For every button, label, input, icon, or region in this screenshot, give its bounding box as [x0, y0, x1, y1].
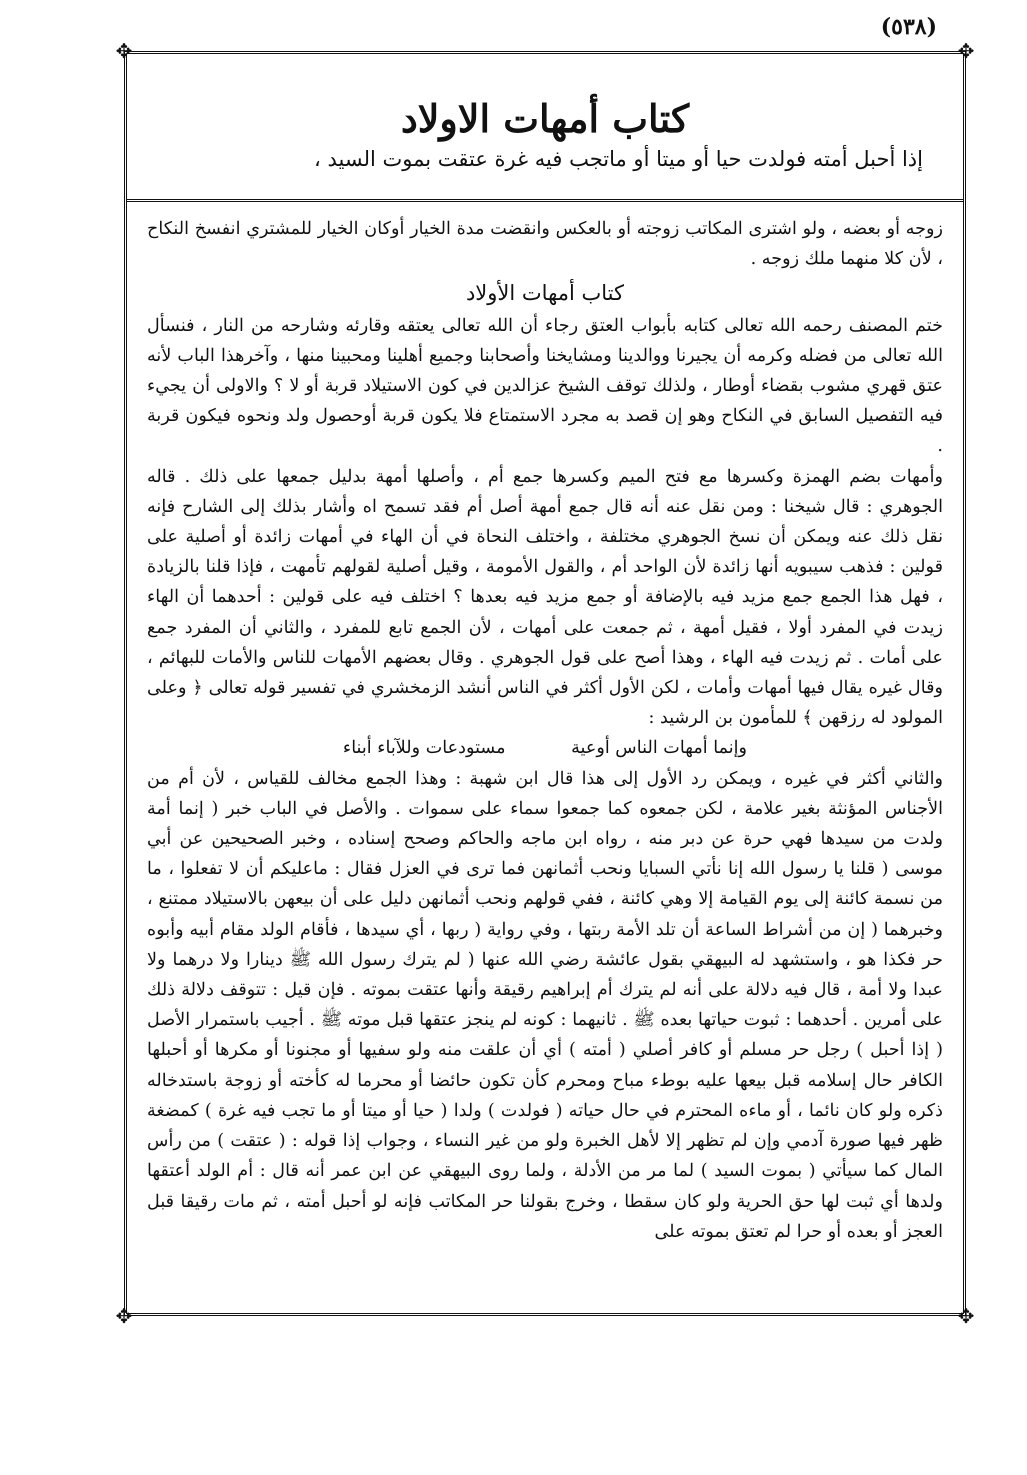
page-frame: [124, 51, 966, 1316]
paragraph-2: وأمهات بضم الهمزة وكسرها مع فتح الميم وكسرها جمع أم ، وأصلها أمهة بدليل جمعها على ذلك . قاله الجوهري : قال شيخنا : ومن نقل عنه أنه قال جمع أمهة أصل أم فقد تسمح اه وأشار بذلك إلى الشارح فإنه نقل ذلك عنه ويمكن أن نسخ الجوهري مختلفة ، واختلف النحاة في أن الهاء في أمهات زائدة أو أصلية على قولين : فذهب سيبويه أنها زائدة لأن الواحد أم ، والقول الأمومة ، وقيل أصلية لقولهم تأمهت ، فإذا قلنا بالزيادة ، فهل هذا الجمع جمع مزيد فيه بالإضافة أو جمع مزيد فيه بعدها ؟ اختلف فيه على قولين : أحدهما أن الهاء زيدت في المفرد أولا ، فقيل أمهة ، ثم جمعت على أمهات ، لأن الجمع تابع للمفرد ، والثاني أن المفرد جمع على أمات . ثم زيدت فيه الهاء ، وهذا أصح على قول الجوهري . وقال بعضهم الأمهات للناس والأمات للبهائم ، وقال غيره يقال فيها أمهات وأمات ، لكن الأول أكثر في الناس أنشد الزمخشري في تفسير قوله تعالى ﴿ وعلى المولود له رزقهن ﴾ للمأمون بن الرشيد :: [147, 466, 943, 729]
commentary-body: [127, 214, 963, 1247]
ornament-corner-icon: ✥: [113, 40, 135, 62]
matn-text: إذا أحبل أمته فولدت حيا أو ميتا أو ماتجب فيه غرة عتقت بموت السيد ،: [314, 147, 923, 171]
intro-paragraph: زوجه أو بعضه ، ولو اشترى المكاتب زوجته أو بالعكس وانقضت مدة الخيار أوكان الخيار للمشتري انفسخ النكاح ، لأن كلا منهما ملك زوجه .: [147, 219, 943, 270]
verse: [147, 733, 943, 763]
page-number: (٥٣٨): [880, 14, 937, 40]
ornament-corner-icon: ✥: [113, 1305, 135, 1327]
verse-hemistich-1: وإنما أمهات الناس أوعية: [571, 738, 748, 759]
book-title: كتاب أمهات الاولاد: [400, 96, 690, 141]
section-title: كتاب أمهات الأولاد: [465, 281, 625, 306]
ornament-corner-icon: ✥: [955, 1305, 977, 1327]
ornament-corner-icon: ✥: [955, 40, 977, 62]
verse-hemistich-2: مستودعات وللآباء أبناء: [342, 738, 506, 759]
header-box: [127, 54, 963, 202]
paragraph-1: ختم المصنف رحمه الله تعالى كتابه بأبواب العتق رجاء أن الله تعالى يعتقه وقارئه وشارحه من النار ، فنسأل الله تعالى من فضله وكرمه أن يجيرنا ووالدينا ومشايخنا وأصحابنا وجميع أهلينا ومحبينا منها ، وآخرهذا الباب لأنه عتق قهري مشوب بقضاء أوطار ، ولذلك توقف الشيخ عزالدين في كون الاستيلاد قربة أو لا ؟ والاولى أن يجيء فيه التفصيل السابق في النكاح وهو إن قصد به مجرد الاستمتاع فلا يكون قربة أوحصول ولد ونحوه فيكون قربة .: [147, 315, 943, 457]
paragraph-3: والثاني أكثر في غيره ، ويمكن رد الأول إلى هذا قال ابن شهبة : وهذا الجمع مخالف للقياس ، لأن أم من الأجناس المؤنثة بغير علامة ، لكن جمعوه كما جمعوا سماء على سموات . والأصل في الباب خبر ( إنما أمة ولدت من سيدها فهي حرة عن دبر منه ، رواه ابن ماجه والحاكم وصحح إسناده ، وخبر الصحيحين عن أبي موسى ( قلنا يا رسول الله إنا نأتي السبايا ونحب أثمانهن فما ترى في العزل فقال : ماعليكم أن لا تفعلوا ، ما من نسمة كائنة إلى يوم القيامة إلا وهي كائنة ، ففي قولهم ونحب أثمانهن دليل على أن بيعهن بالاستيلاد ممتنع ، وخبرهما ( إن من أشراط الساعة أن تلد الأمة ربتها ، وفي رواية ( ربها ، أي سيدها ، فأقام الولد مقام أبيه وأبوه حر فكذا هو ، واستشهد له البيهقي بقول عائشة رضي الله عنها ( لم يترك رسول الله ﷺ دينارا ولا درهما ولا عبدا ولا أمة ، قال فيه دلالة على أنه لم يترك أم إبراهيم رقيقة وأنها عتقت بموته . فإن قيل : تتوقف دلالة ذلك على أمرين . أحدهما : ثبوت حياتها بعده ﷺ . ثانيهما : كونه لم ينجز عتقها قبل موته ﷺ . أجيب باستمرار الأصل ( إذا أحبل ) رجل حر مسلم أو كافر أصلي ( أمته ) أي أن علقت منه ولو سفيها أو مجنونا أو مكرها أو أحبلها الكافر حال إسلامه قبل بيعها عليه بوطء مباح ومحرم كأن تكون حائضا أو محرما له كأخته أو زوجة باستدخاله ذكره ولو كان نائما ، أو ماءه المحترم في حال حياته ( فولدت ) ولدا ( حيا أو ميتا أو ما تجب فيه غرة ) كمضغة ظهر فيها صورة آدمي وإن لم تظهر إلا لأهل الخبرة ولو من غير النساء ، وجواب إذا قوله : ( عتقت ) من رأس المال كما سيأتي ( بموت السيد ) لما مر من الأدلة ، ولما روى البيهقي عن ابن عمر أنه قال : أم الولد أعتقها ولدها أي ثبت لها حق الحرية ولو كان سقطا ، وخرج بقولنا حر المكاتب فإنه لو أحبل أمته ، ثم مات رقيقا قبل العجز أو بعده أو حرا لم تعتق بموته على: [147, 768, 943, 1242]
